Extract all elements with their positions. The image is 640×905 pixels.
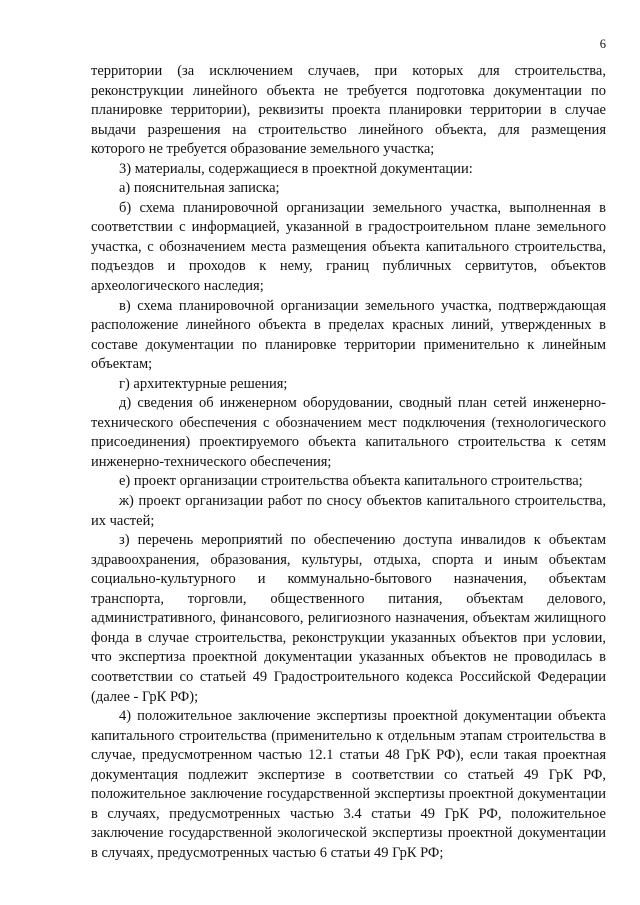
- paragraph: территории (за исключением случаев, при которых для строительства, реконструкции линейного объекта не требуется подготовка документации по планировке территории), реквизиты проекта планировки территории в случае выдачи разрешения на строительство линейного объекта, для размещения которого не требуется образование земельного участка;: [91, 63, 606, 158]
- document-body: [91, 62, 606, 863]
- paragraph: е) проект организации строительства объекта капитального строительства;: [119, 473, 583, 490]
- paragraph: д) сведения об инженерном оборудовании, сводный план сетей инженерно-технического обеспечения с обозначением мест подключения (технологического присоединения) проектируемого объекта капитального строительства к сетям инженерно-технического обеспечения;: [91, 395, 606, 470]
- paragraph: а) пояснительная записка;: [119, 180, 280, 197]
- paragraph: г) архитектурные решения;: [119, 375, 288, 392]
- paragraph: б) схема планировочной организации земельного участка, выполненная в соответствии с информацией, указанной в градостроительном плане земельного участка, с обозначением места размещения объекта капитального строительства, подъездов и проходов к нему, границ публичных сервитутов, объектов археологического наследия;: [91, 199, 606, 295]
- paragraph: 3) материалы, содержащиеся в проектной документации:: [119, 160, 473, 177]
- paragraph: 4) положительное заключение экспертизы проектной документации объекта капитального строительства (применительно к отдельным этапам строительства в случае, предусмотренном частью 12.1 статьи 48 ГрК РФ), если такая проектная документация подлежит экспертизе в соответствии со статьей 49 ГрК РФ, положительное заключение государственной экспертизы проектной документации в случаях, предусмотренных частью 3.4 статьи 49 ГрК РФ, положительное заключение государственной экологической экспертизы проектной документации в случаях, предусмотренных частью 6 статьи 49 ГрК РФ;: [91, 708, 606, 861]
- paragraph: з) перечень мероприятий по обеспечению доступа инвалидов к объектам здравоохранения, образования, культуры, отдыха, спорта и иным объектам социально-культурного и коммунально-бытового назначения, объектам транспорта, торговли, общественного питания, объектам делового, административного, финансового, религиозного назначения, объектам жилищного фонда в случае строительства, реконструкции указанных объектов при условии, что экспертиза проектной документации указанных объектов не проводилась в соответствии со статьей 49 Градостроительного кодекса Российской Федерации (далее - ГрК РФ);: [91, 532, 606, 705]
- page-number: 6: [599, 37, 606, 51]
- paragraph: в) схема планировочной организации земельного участка, подтверждающая расположение линейного объекта в пределах красных линий, утвержденных в составе документации по планировке территории применительно к линейным объектам;: [91, 297, 606, 373]
- paragraph: ж) проект организации работ по сносу объектов капитального строительства, их частей;: [91, 493, 606, 529]
